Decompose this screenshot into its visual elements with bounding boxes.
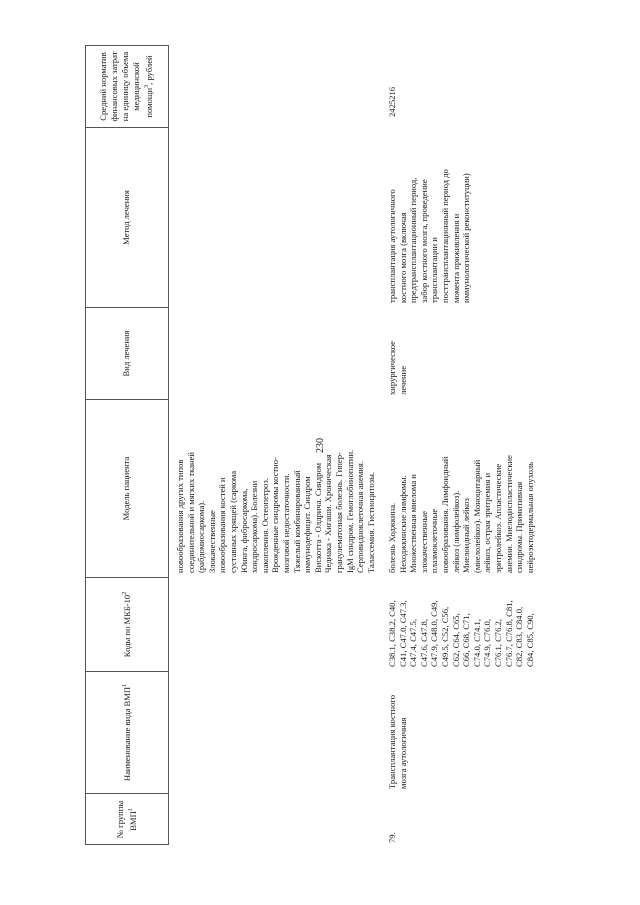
row-treatment-type: хирургическое лечение — [387, 341, 408, 395]
header-method: Метод лечения — [85, 127, 169, 307]
header-codes: Коды по МКБ-$10^2$ — [85, 577, 169, 671]
row-patient: болезнь Ходжкина. Неходжкинские лимфомы. Множественная миелома и злокачественные плазмоклеточные новообразования. Лимфоидный лейкоз (лимфолейкоз). Миелоидный лейкоз (миелолейкоз). Моноцитарный лейкоз, острая эритремия и эритролейкоз. Апластические анемии. Миелодиспластические синдромы. Примитивная нейроэктодермальная опухоль — [387, 455, 535, 573]
header-name: Наименование вида ВМП$^1$ — [85, 671, 169, 793]
row-codes: C38.1, C38.2, C40, C41, C47.0, C47.3, C47.4, C47.5, C47.6, C47.8, C47.9, C48.0, C49, C49.5, C52, C56, C62, C64, C65, C66, C68, C71, C74.0, C74.1, C74.9, C76.0, C76.1, C76.2, C76.7, C76.8, C81, C82, C83, C84.0, C84, C85, C90, — [387, 600, 535, 667]
header-treatment-type: Вид лечения — [85, 307, 169, 399]
rotated-table — [85, 45, 565, 845]
continued-patient-text: новообразования других типов соединительной и мягких тканей (рабдомиосаркома). Злокачественные новообразования костей и суставных хрящей (саркома Юинга, фибросаркома, хондросаркома). Болезни накопления. Остеопетроз. Врожденные синдромы костно- мозговой недостаточности. Тяжелый комбинированный иммунодефицит. Синдром Вискотта - Олдрича. Синдром Чедиака - Хигаши. Хроническая гранулематозная болезнь. Гипер- IgM синдром. Гемоглобинопатии. Серповидноклеточная анемия. Талассемия. Гистиоцитозы. — [175, 449, 376, 573]
row-method: трансплантация аутологичного костного мозга (включая предтрансплантационный период, забор костного мозга, проведение трансплантации и посттрансплантационный период до момента приживления и иммунологической реконституции) — [387, 169, 472, 303]
header-patient: Модель пациента — [85, 399, 169, 577]
row-cost: 2425216 — [387, 86, 397, 117]
row-name: Трансплантация костного мозга аутологичная — [387, 694, 408, 789]
page-number: 230 — [314, 438, 326, 453]
row-number: 79. — [387, 832, 397, 843]
header-group: № группы ВМП$^1$ — [85, 793, 169, 845]
header-cost: Средний норматив финансовых затрат на единицу объема медицинской помощи$^3$, рублей — [85, 45, 169, 127]
